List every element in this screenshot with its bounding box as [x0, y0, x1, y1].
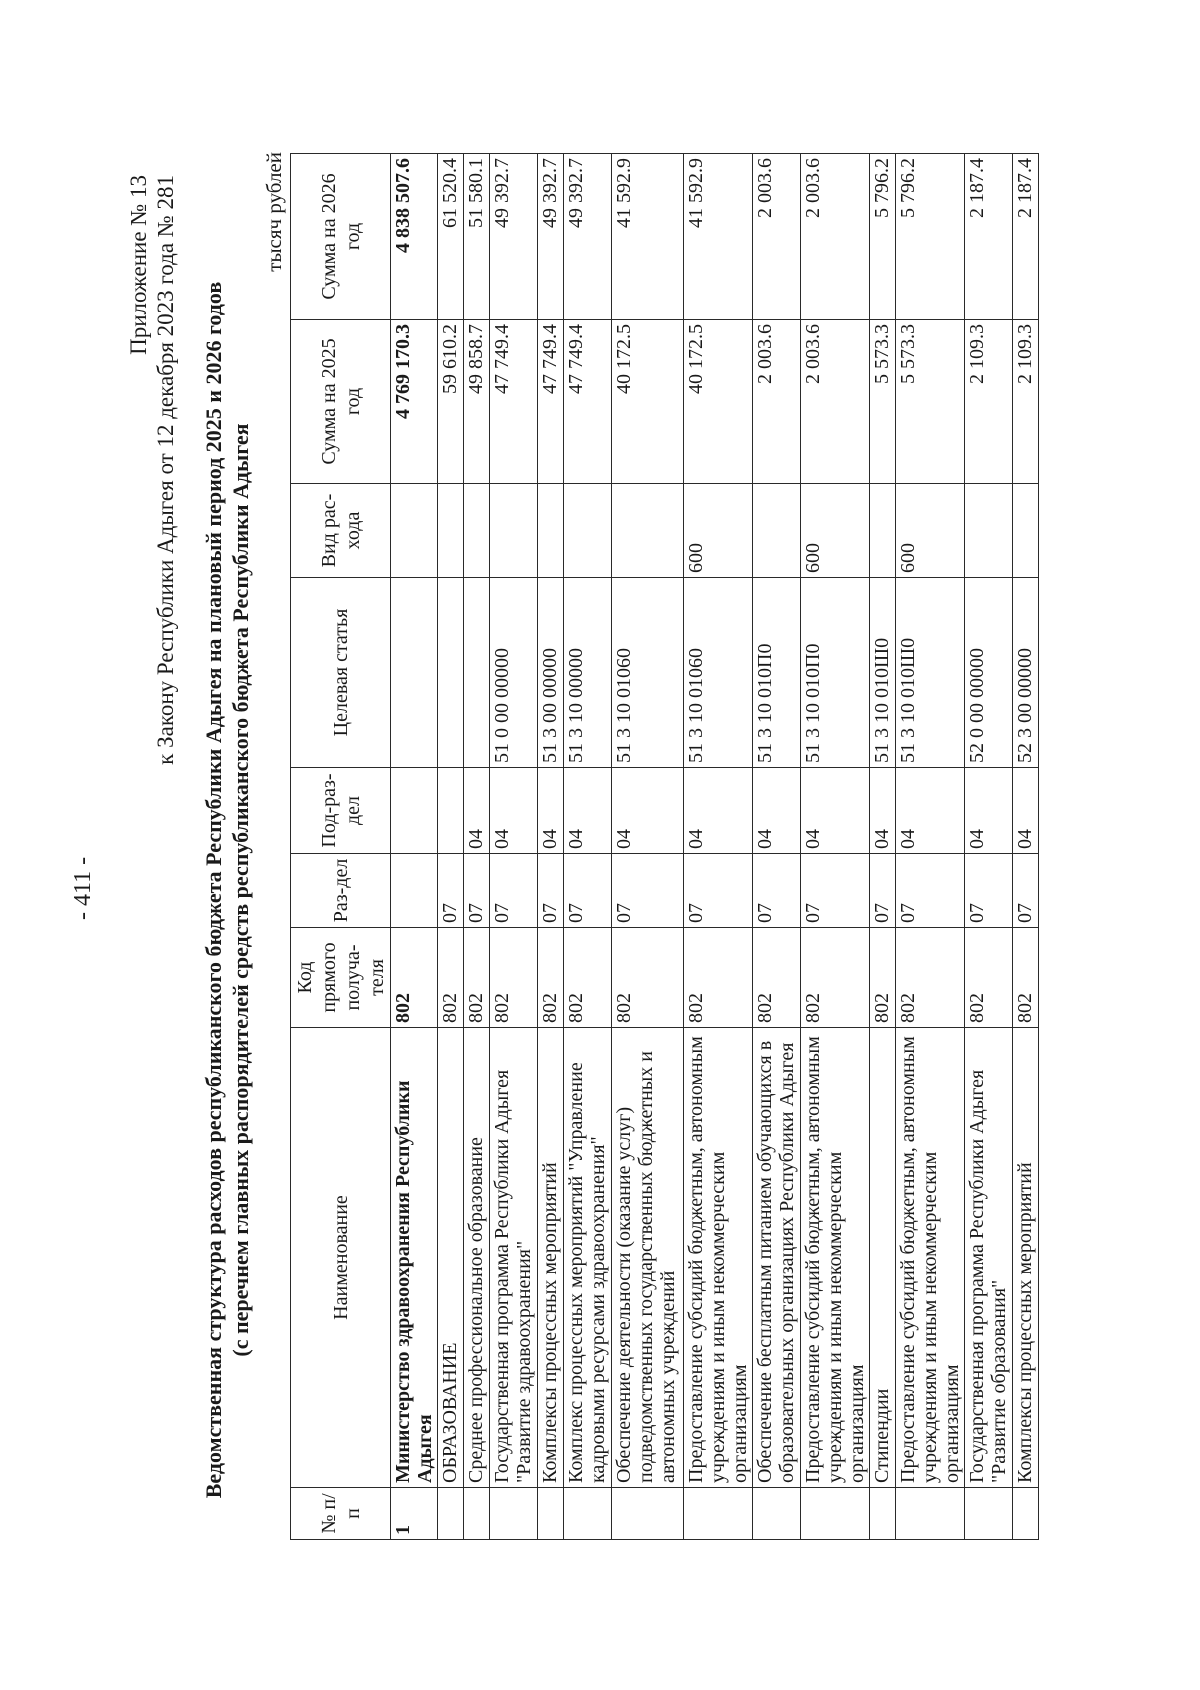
- cell-article: 51 0 00 00000: [490, 578, 538, 768]
- cell-name: Комплекс процессных мероприятий "Управление кадровыми ресурсами здравоохранения": [564, 1028, 612, 1488]
- cell-code: 802: [684, 928, 753, 1028]
- cell-razdel: 07: [896, 854, 965, 928]
- cell-name: Государственная программа Республики Адыгея "Развитие здравоохранения": [490, 1028, 538, 1488]
- cell-podrazdel: 04: [965, 768, 1013, 854]
- cell-vid: [438, 484, 464, 578]
- cell-sum-2026: 2 187.4: [1013, 154, 1039, 320]
- cell-sum-2025: 5 573.3: [870, 320, 896, 484]
- header-sum-2025: Сумма на 2025 год: [291, 320, 391, 484]
- cell-vid: [1013, 484, 1039, 578]
- cell-name: ОБРАЗОВАНИЕ: [438, 1028, 464, 1488]
- cell-article: 51 3 00 00000: [538, 578, 564, 768]
- cell-num: [1013, 1488, 1039, 1540]
- table-header-row: [291, 154, 391, 1540]
- cell-vid: [612, 484, 684, 578]
- cell-num: [438, 1488, 464, 1540]
- cell-vid: 600: [896, 484, 965, 578]
- cell-sum-2025: 59 610.2: [438, 320, 464, 484]
- cell-vid: [564, 484, 612, 578]
- cell-sum-2026: 49 392.7: [490, 154, 538, 320]
- cell-sum-2025: 4 769 170.3: [391, 320, 438, 484]
- cell-vid: [464, 484, 490, 578]
- cell-num: [870, 1488, 896, 1540]
- table-row: [391, 154, 438, 1540]
- cell-name: Комплексы процессных мероприятий: [538, 1028, 564, 1488]
- cell-podrazdel: 04: [538, 768, 564, 854]
- cell-razdel: 07: [464, 854, 490, 928]
- cell-article: 52 0 00 00000: [965, 578, 1013, 768]
- cell-vid: [538, 484, 564, 578]
- header-razdel: Раз-дел: [291, 854, 391, 928]
- cell-num: [564, 1488, 612, 1540]
- cell-code: 802: [896, 928, 965, 1028]
- cell-razdel: 07: [965, 854, 1013, 928]
- cell-article: 51 3 10 01060: [612, 578, 684, 768]
- cell-article: 51 3 10 010Ш0: [870, 578, 896, 768]
- cell-razdel: [391, 854, 438, 928]
- cell-name: Предоставление субсидий бюджетным, автономным учреждениям и иным некоммерческим организациям: [684, 1028, 753, 1488]
- cell-podrazdel: 04: [801, 768, 870, 854]
- annex-reference: [125, 175, 179, 765]
- cell-article: 51 3 10 01060: [684, 578, 753, 768]
- header-sum-2026: Сумма на 2026 год: [291, 154, 391, 320]
- cell-sum-2025: 2 003.6: [753, 320, 801, 484]
- cell-num: [538, 1488, 564, 1540]
- cell-name: Среднее профессиональное образование: [464, 1028, 490, 1488]
- cell-sum-2026: 2 003.6: [753, 154, 801, 320]
- cell-sum-2026: 41 592.9: [612, 154, 684, 320]
- cell-podrazdel: [391, 768, 438, 854]
- document-title-line-1: Ведомственная структура расходов республиканского бюджета Республики Адыгея на плановый период 2025 и 2026 годов: [201, 281, 226, 1499]
- cell-sum-2026: 49 392.7: [538, 154, 564, 320]
- cell-code: 802: [801, 928, 870, 1028]
- cell-vid: 600: [801, 484, 870, 578]
- cell-sum-2026: 5 796.2: [870, 154, 896, 320]
- cell-num: [801, 1488, 870, 1540]
- table-row: [464, 154, 490, 1540]
- cell-podrazdel: 04: [684, 768, 753, 854]
- cell-razdel: 07: [684, 854, 753, 928]
- annex-law-reference: к Закону Республики Адыгея от 12 декабря 2023 года № 281: [153, 175, 178, 765]
- cell-vid: [490, 484, 538, 578]
- table-row: [1013, 154, 1039, 1540]
- cell-name: Предоставление субсидий бюджетным, автономным учреждениям и иным некоммерческим организациям: [896, 1028, 965, 1488]
- cell-sum-2025: 2 109.3: [965, 320, 1013, 484]
- table-row: [538, 154, 564, 1540]
- cell-code: 802: [391, 928, 438, 1028]
- cell-name: Стипендии: [870, 1028, 896, 1488]
- cell-code: 802: [753, 928, 801, 1028]
- cell-sum-2025: 2 109.3: [1013, 320, 1039, 484]
- cell-razdel: 07: [753, 854, 801, 928]
- cell-sum-2026: 51 580.1: [464, 154, 490, 320]
- cell-code: 802: [438, 928, 464, 1028]
- table-row: [490, 154, 538, 1540]
- cell-num: [753, 1488, 801, 1540]
- document-title: [200, 90, 254, 1690]
- table-row: [753, 154, 801, 1540]
- header-podrazdel: Под-раз-дел: [291, 768, 391, 854]
- cell-sum-2025: 47 749.4: [564, 320, 612, 484]
- cell-sum-2025: 40 172.5: [612, 320, 684, 484]
- cell-podrazdel: 04: [896, 768, 965, 854]
- cell-razdel: 07: [1013, 854, 1039, 928]
- cell-name: Предоставление субсидий бюджетным, автономным учреждениям и иным некоммерческим организациям: [801, 1028, 870, 1488]
- cell-code: 802: [965, 928, 1013, 1028]
- cell-vid: 600: [684, 484, 753, 578]
- cell-sum-2026: 49 392.7: [564, 154, 612, 320]
- cell-code: 802: [1013, 928, 1039, 1028]
- cell-num: 1: [391, 1488, 438, 1540]
- cell-sum-2025: 47 749.4: [490, 320, 538, 484]
- cell-sum-2026: 2 003.6: [801, 154, 870, 320]
- cell-podrazdel: 04: [753, 768, 801, 854]
- cell-code: 802: [612, 928, 684, 1028]
- cell-article: 51 3 10 010Ш0: [896, 578, 965, 768]
- cell-sum-2026: 61 520.4: [438, 154, 464, 320]
- table-row: [896, 154, 965, 1540]
- cell-razdel: 07: [438, 854, 464, 928]
- cell-sum-2026: 4 838 507.6: [391, 154, 438, 320]
- document-title-line-2: (с перечнем главных распорядителей средств республиканского бюджета Республики Адыгея: [228, 423, 253, 1357]
- cell-name: Обеспечение деятельности (оказание услуг) подведомственных государственных бюджетных и автономных учреждений: [612, 1028, 684, 1488]
- table-row: [965, 154, 1013, 1540]
- cell-article: [391, 578, 438, 768]
- cell-num: [896, 1488, 965, 1540]
- header-name: Наименование: [291, 1028, 391, 1488]
- table-row: [612, 154, 684, 1540]
- cell-code: 802: [490, 928, 538, 1028]
- cell-name: Обеспечение бесплатным питанием обучающихся в образовательных организациях Республики Адыгея: [753, 1028, 801, 1488]
- table-body: [391, 154, 1039, 1540]
- cell-sum-2026: 5 796.2: [896, 154, 965, 320]
- cell-num: [684, 1488, 753, 1540]
- header-article: Целевая статья: [291, 578, 391, 768]
- cell-podrazdel: 04: [564, 768, 612, 854]
- cell-code: 802: [464, 928, 490, 1028]
- cell-sum-2025: 2 003.6: [801, 320, 870, 484]
- header-vid: Вид рас-хода: [291, 484, 391, 578]
- cell-article: 51 3 10 010П0: [753, 578, 801, 768]
- cell-num: [965, 1488, 1013, 1540]
- cell-num: [490, 1488, 538, 1540]
- cell-podrazdel: 04: [870, 768, 896, 854]
- cell-vid: [870, 484, 896, 578]
- units-label: тысяч рублей: [262, 152, 286, 272]
- table-row: [801, 154, 870, 1540]
- table-row: [438, 154, 464, 1540]
- cell-sum-2026: 2 187.4: [965, 154, 1013, 320]
- cell-vid: [965, 484, 1013, 578]
- cell-code: 802: [564, 928, 612, 1028]
- cell-name: Комплексы процессных мероприятий: [1013, 1028, 1039, 1488]
- cell-razdel: 07: [801, 854, 870, 928]
- cell-podrazdel: [438, 768, 464, 854]
- cell-razdel: 07: [612, 854, 684, 928]
- cell-razdel: 07: [538, 854, 564, 928]
- page-number: - 411 -: [70, 856, 96, 920]
- cell-razdel: 07: [564, 854, 612, 928]
- budget-table: [290, 153, 1039, 1540]
- table-row: [684, 154, 753, 1540]
- cell-podrazdel: 04: [490, 768, 538, 854]
- cell-vid: [391, 484, 438, 578]
- header-num: № п/п: [291, 1488, 391, 1540]
- cell-sum-2025: 47 749.4: [538, 320, 564, 484]
- cell-article: 51 3 10 00000: [564, 578, 612, 768]
- cell-article: 51 3 10 010П0: [801, 578, 870, 768]
- cell-article: 52 3 00 00000: [1013, 578, 1039, 768]
- header-code: Код прямого получа-теля: [291, 928, 391, 1028]
- rotated-page: [0, 90, 1120, 1690]
- cell-code: 802: [870, 928, 896, 1028]
- cell-podrazdel: 04: [1013, 768, 1039, 854]
- cell-sum-2025: 49 858.7: [464, 320, 490, 484]
- cell-code: 802: [538, 928, 564, 1028]
- cell-vid: [753, 484, 801, 578]
- cell-article: [438, 578, 464, 768]
- cell-podrazdel: 04: [464, 768, 490, 854]
- table-row: [564, 154, 612, 1540]
- cell-article: [464, 578, 490, 768]
- cell-name: Министерство здравоохранения Республики Адыгея: [391, 1028, 438, 1488]
- cell-razdel: 07: [870, 854, 896, 928]
- cell-podrazdel: 04: [612, 768, 684, 854]
- cell-sum-2026: 41 592.9: [684, 154, 753, 320]
- annex-title: Приложение № 13: [126, 175, 151, 355]
- cell-name: Государственная программа Республики Адыгея "Развитие образования": [965, 1028, 1013, 1488]
- cell-razdel: 07: [490, 854, 538, 928]
- cell-num: [464, 1488, 490, 1540]
- cell-num: [612, 1488, 684, 1540]
- cell-sum-2025: 40 172.5: [684, 320, 753, 484]
- cell-sum-2025: 5 573.3: [896, 320, 965, 484]
- table-row: [870, 154, 896, 1540]
